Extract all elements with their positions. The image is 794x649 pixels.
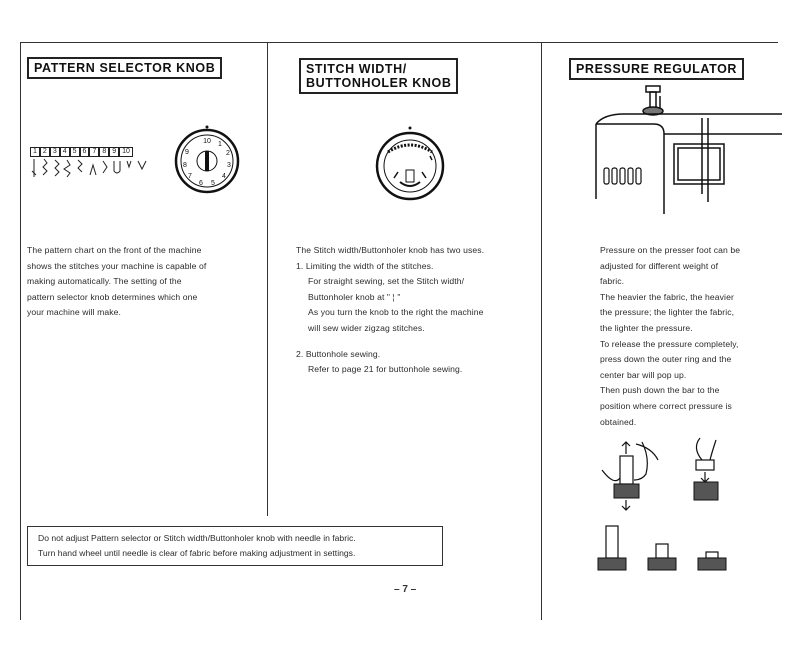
warning-notice bbox=[27, 526, 443, 566]
svg-text:10: 10 bbox=[203, 138, 211, 145]
pattern-number: 8 bbox=[99, 147, 109, 157]
svg-text:5: 5 bbox=[211, 180, 215, 187]
top-border-line bbox=[20, 42, 778, 43]
pattern-stitch-glyphs-icon bbox=[30, 157, 160, 181]
stitch-line: 2. Buttonhole sewing. bbox=[296, 348, 381, 359]
pressure-line: the pressure; the lighter the fabric, bbox=[600, 307, 735, 318]
stitch-width-dial-icon bbox=[372, 124, 448, 204]
pressure-line: To release the pressure completely, bbox=[600, 338, 739, 349]
pressure-line: Pressure on the presser foot can be bbox=[600, 245, 741, 255]
pattern-number: 7 bbox=[89, 147, 99, 157]
pressure-line: adjusted for different weight of bbox=[600, 260, 719, 271]
pattern-selector-heading: PATTERN SELECTOR KNOB bbox=[27, 57, 222, 79]
pattern-number: 6 bbox=[80, 147, 90, 157]
pressure-bar-icon bbox=[592, 524, 772, 574]
stitch-line: 1. Limiting the width of the stitches. bbox=[296, 260, 434, 271]
pressure-line: the lighter the pressure. bbox=[600, 322, 693, 333]
svg-text:1: 1 bbox=[218, 141, 222, 148]
pattern-line: your machine will make. bbox=[27, 307, 121, 318]
svg-text:7: 7 bbox=[188, 173, 192, 180]
stitch-width-heading: STITCH WIDTH/ BUTTONHOLER KNOB bbox=[299, 58, 458, 94]
stitch-line: As you turn the knob to the right the machine bbox=[308, 307, 484, 318]
pressure-regulator-heading: PRESSURE REGULATOR bbox=[569, 58, 744, 80]
pattern-number: 5 bbox=[70, 147, 80, 157]
divider-line-1 bbox=[267, 42, 268, 516]
pattern-line: shows the stitches your machine is capable of bbox=[27, 260, 207, 271]
svg-text:8: 8 bbox=[183, 162, 187, 169]
stitch-line: Buttonholer knob at " ¦ " bbox=[308, 291, 401, 302]
svg-text:4: 4 bbox=[222, 173, 226, 180]
machine-top-icon bbox=[594, 84, 782, 214]
pressure-line: center bar will pop up. bbox=[600, 369, 687, 380]
pattern-number: 4 bbox=[60, 147, 70, 157]
hand-press-down-icon bbox=[680, 436, 750, 508]
pattern-dial-icon bbox=[172, 123, 242, 193]
pattern-number: 9 bbox=[109, 147, 119, 157]
svg-text:6: 6 bbox=[199, 180, 203, 187]
pattern-chart bbox=[30, 147, 160, 181]
svg-text:3: 3 bbox=[227, 162, 231, 169]
pattern-line: The pattern chart on the front of the machine bbox=[27, 245, 202, 255]
pressure-line: The heavier the fabric, the heavier bbox=[600, 291, 734, 302]
pattern-number: 2 bbox=[40, 147, 50, 157]
pattern-number: 1 bbox=[30, 147, 40, 157]
pattern-line: pattern selector knob determines which one bbox=[27, 291, 198, 302]
pattern-line: making automatically. The setting of the bbox=[27, 276, 182, 287]
svg-text:9: 9 bbox=[185, 149, 189, 156]
divider-line-2 bbox=[541, 42, 542, 620]
pattern-number: 3 bbox=[50, 147, 60, 157]
pressure-line: position where correct pressure is bbox=[600, 400, 732, 411]
stitch-line: The Stitch width/Buttonholer knob has two uses. bbox=[296, 245, 485, 255]
pressure-line: obtained. bbox=[600, 416, 637, 427]
stitch-line: For straight sewing, set the Stitch width/ bbox=[308, 276, 465, 287]
svg-text:2: 2 bbox=[226, 150, 230, 157]
warning-line-2: Turn hand wheel until needle is clear of fabric before making adjustment in settings. bbox=[38, 548, 356, 558]
stitch-line: Refer to page 21 for buttonhole sewing. bbox=[308, 364, 463, 375]
stitch-line: will sew wider zigzag stitches. bbox=[308, 322, 425, 333]
stitch-width-text bbox=[296, 243, 484, 378]
pressure-line: Then push down the bar to the bbox=[600, 385, 720, 396]
hand-press-icon bbox=[592, 440, 662, 512]
pattern-number: 10 bbox=[119, 147, 133, 157]
pressure-line: press down the outer ring and the bbox=[600, 354, 732, 365]
pattern-selector-text bbox=[27, 243, 206, 321]
pressure-regulator-text bbox=[600, 243, 740, 430]
page-number: – 7 – bbox=[394, 584, 417, 595]
pressure-line: fabric. bbox=[600, 276, 625, 287]
left-border-line bbox=[20, 42, 21, 620]
warning-line-1: Do not adjust Pattern selector or Stitch width/Buttonholer knob with needle in fabric. bbox=[38, 533, 356, 543]
